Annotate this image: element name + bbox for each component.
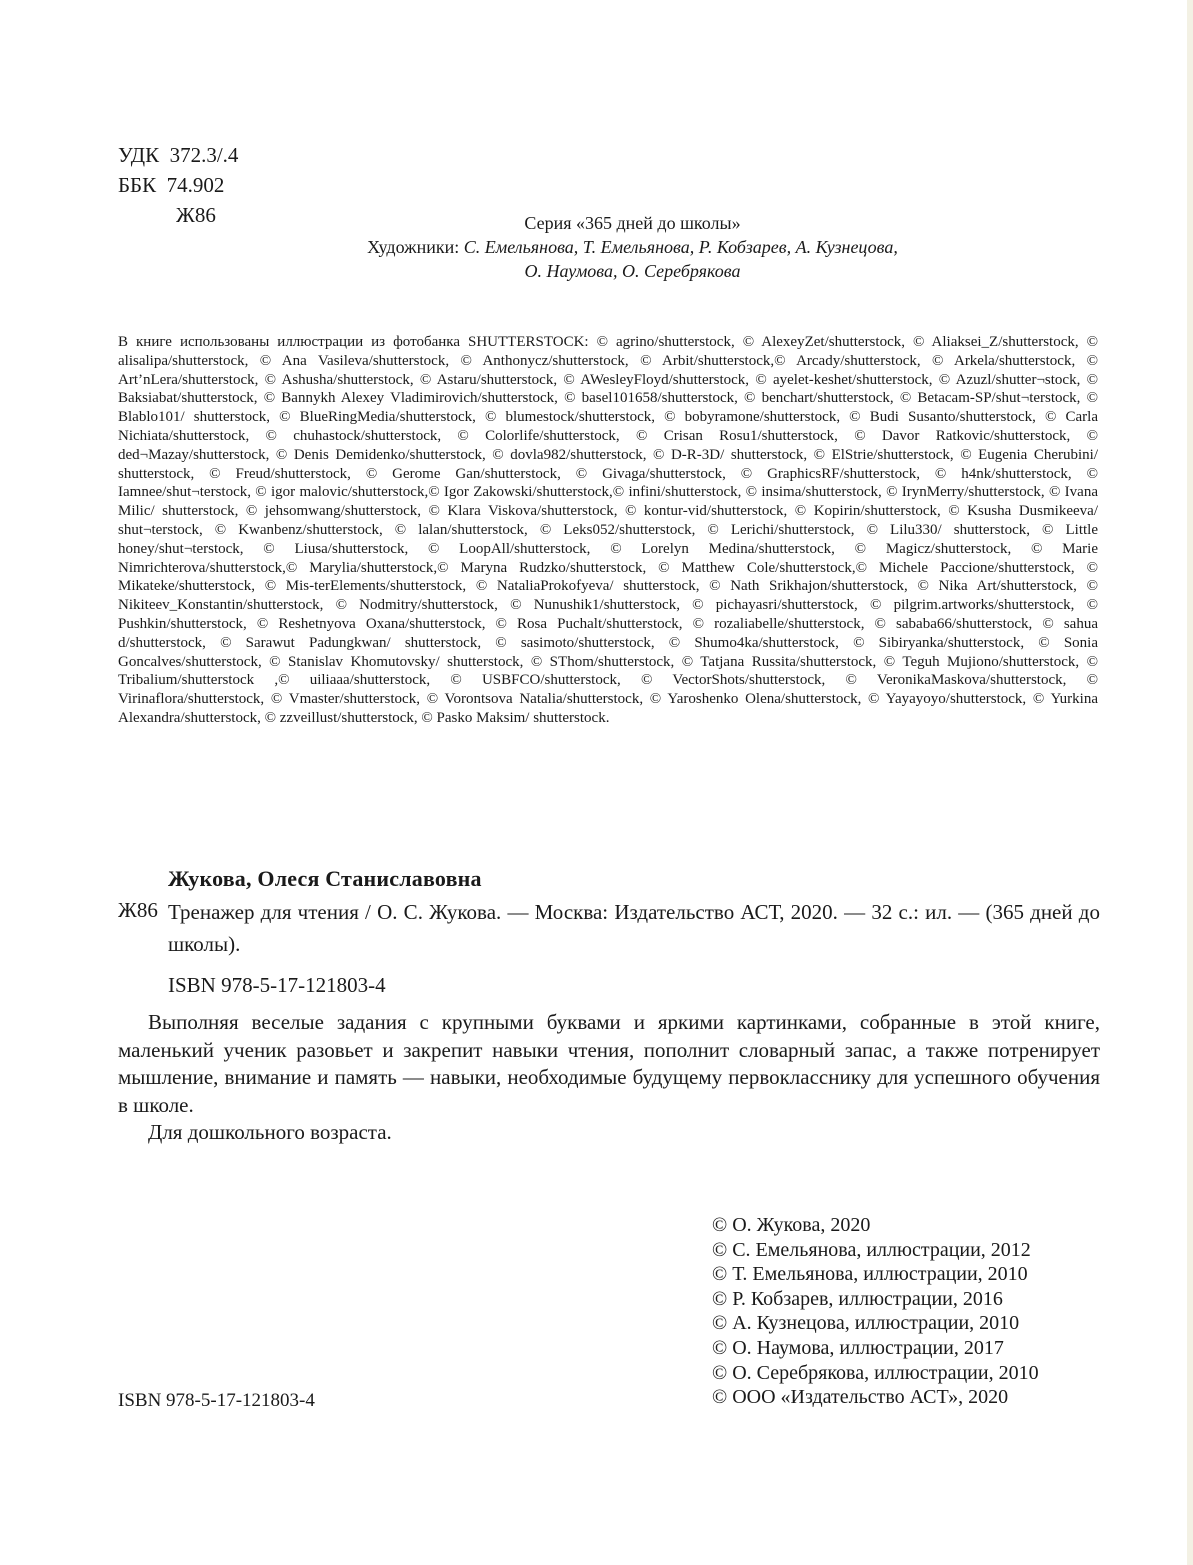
copyright-line: © Т. Емельянова, иллюстрации, 2010 (712, 1263, 1028, 1286)
image-credits: В книге использованы иллюстрации из фотобанка SHUTTERSTOCK: © agrino/shutterstock, © AlexeyZet/shutterstock, © Aliaksei_Z/shutterstock, © alisalipa/shutterstock, © Ana Vasileva/shutterstock, © Anthonycz/shutterstock, © Arbit/shutterstock,© Arcady/shutterstock, © Arkela/shutterstock, © Art’nLera/shutterstock, © Ashusha/shutterstock, © Astaru/shutterstock, © AWesleyFloyd/shutterstock, © ayelet-keshet/shutterstock, © Azuzl/shutter¬stock, © Baksiabat/shutterstock, © Bannykh Alexey Vladimirovich/shutterstock, © basel101658/shutterstock, © benchart/shutterstock, © Betacam-SP/shut¬terstock, © Blablo101/ shutterstock, © BlueRingMedia/shutterstock, © blumestock/shutterstock, © bobyramone/shutterstock, © Budi Susanto/shutterstock, © Carla Nichiata/shutterstock, © chuhastock/shutterstock, © Colorlife/shutterstock, © Crisan Rosu1/shutterstock, © Davor Ratkovic/shutterstock, © ded¬Mazay/shutterstock, © Denis Demidenko/shutterstock, © dovla982/shutterstock, © D-R-3D/ shutterstock, © ElStrie/shutterstock, © Eugenia Cherubini/ shutterstock, © Freud/shutterstock, © Gerome Gan/shutterstock, © Givaga/shutterstock, © GraphicsRF/shutterstock, © h4nk/shutterstock, © Iamnee/shut¬terstock, © igor malovic/shutterstock,© Igor Zakowski/shutterstock,© infini/shutterstock, © insima/shutterstock, © IrynMerry/shutterstock, © Ivana Milic/ shutterstock, © jehsomwang/shutterstock, © Klara Viskova/shutterstock, © kontur-vid/shutterstock, © Kopirin/shutterstock, © Ksusha Dusmikeeva/ shut¬terstock, © Kwanbenz/shutterstock, © lalan/shutterstock, © Leks052/shutterstock, © Lerichi/shutterstock, © Lilu330/ shutterstock, © Little honey/shut¬terstock, © Liusa/shutterstock, © LoopAll/shutterstock, © Lorelyn Medina/shutterstock, © Magicz/shutterstock, © Marie Nimrichterova/shutterstock,© Marylia/shutterstock,© Maryna Rudzko/shutterstock, © Matthew Cole/shutterstock,© Michele Paccione/shutterstock, © Mikateke/shutterstock, © Mis-terElements/shutterstock, © NataliaProkofyeva/ shutterstock, © Nath Srikhajon/shutterstock, © Nika Art/shutterstock, © Nikiteev_Konstantin/shutterstock, © Nodmitry/shutterstock, © Nunushik1/shutterstock, © pichayasri/shutterstock, © pilgrim.artworks/shutterstock, © Pushkin/shutterstock, © Reshetnyova Oxana/shutterstock, © Rosa Puchalt/shutterstock, © rozaliabelle/shutterstock, © sababa66/shutterstock, © sahua d/shutterstock, © Sarawut Padungkwan/ shutterstock, © sasimoto/shutterstock, © Shumo4ka/shutterstock, © Sibiryanka/shutterstock, © Sonia Goncalves/shutterstock, © Stanislav Khomutovsky/ shutterstock, © SThom/shutterstock, © Tatjana Russita/shutterstock, © Teguh Mujiono/shutterstock, © Tribalium/shutterstock ,© uiliaaa/shutterstock, © USBFCO/shutterstock, © VectorShots/shutterstock, © VeronikaMaskova/shutterstock, © Virinaflora/shutterstock, © Vmaster/shutterstock, © Vorontsova Natalia/shutterstock, © Yaroshenko Olena/shutterstock, © Yayayoyo/shutterstock, © Yurkina Alexandra/shutterstock, © zzveillust/shutterstock, © Pasko Maksim/ shutterstock. (118, 334, 1098, 726)
bib-record-block (168, 896, 1100, 1001)
bib-isbn: ISBN 978-5-17-121803-4 (168, 973, 386, 997)
artists-names-1: С. Емельянова, Т. Емельянова, Р. Кобзарев, А. Кузнецова, (463, 237, 898, 257)
copyright-line: © С. Емельянова, иллюстрации, 2012 (712, 1238, 1031, 1261)
bib-record: Тренажер для чтения / О. С. Жукова. — Москва: Издательство АСТ, 2020. — 32 с.: ил. — (365 дней до школы). (168, 900, 1100, 956)
bbk-code: ББК 74.902 (118, 173, 225, 197)
copyright-line: © А. Кузнецова, иллюстрации, 2010 (712, 1312, 1020, 1335)
artists-label: Художники: (367, 237, 460, 257)
copyright-line: © О. Наумова, иллюстрации, 2017 (712, 1336, 1004, 1359)
series-block (280, 211, 985, 283)
copyright-line: © О. Серебрякова, иллюстрации, 2010 (712, 1361, 1039, 1384)
artists-line-1 (280, 235, 985, 259)
bib-code: Ж86 (118, 898, 158, 922)
udk-code: УДК 372.3/.4 (118, 143, 239, 167)
annotation-block (118, 1009, 1100, 1147)
classification-block (118, 140, 238, 230)
copyright-line: © ООО «Издательство АСТ», 2020 (712, 1386, 1009, 1409)
bib-author: Жукова, Олеся Станиславовна (168, 866, 482, 891)
copyright-line: © Р. Кобзарев, иллюстрации, 2016 (712, 1287, 1003, 1310)
copyright-list (712, 1213, 1039, 1410)
author-mark: Ж86 (176, 203, 216, 227)
artists-line-2: О. Наумова, О. Серебрякова (524, 261, 741, 281)
copyright-line: © О. Жукова, 2020 (712, 1214, 871, 1236)
page-edge-shadow (1187, 0, 1193, 1565)
isbn-footer: ISBN 978-5-17-121803-4 (118, 1390, 315, 1411)
series-title: Серия «365 дней до школы» (524, 213, 741, 233)
annotation-age: Для дошкольного возраста. (148, 1120, 392, 1144)
annotation-text: Выполняя веселые задания с крупными буквами и яркими картинками, собранные в этой книге, маленький ученик разовьет и закрепит навыки чтения, пополнит словарный запас, а также потренирует мышление, внимание и память — навыки, необходимые будущему первокласснику для успешного обучения в школе. (118, 1010, 1100, 1117)
